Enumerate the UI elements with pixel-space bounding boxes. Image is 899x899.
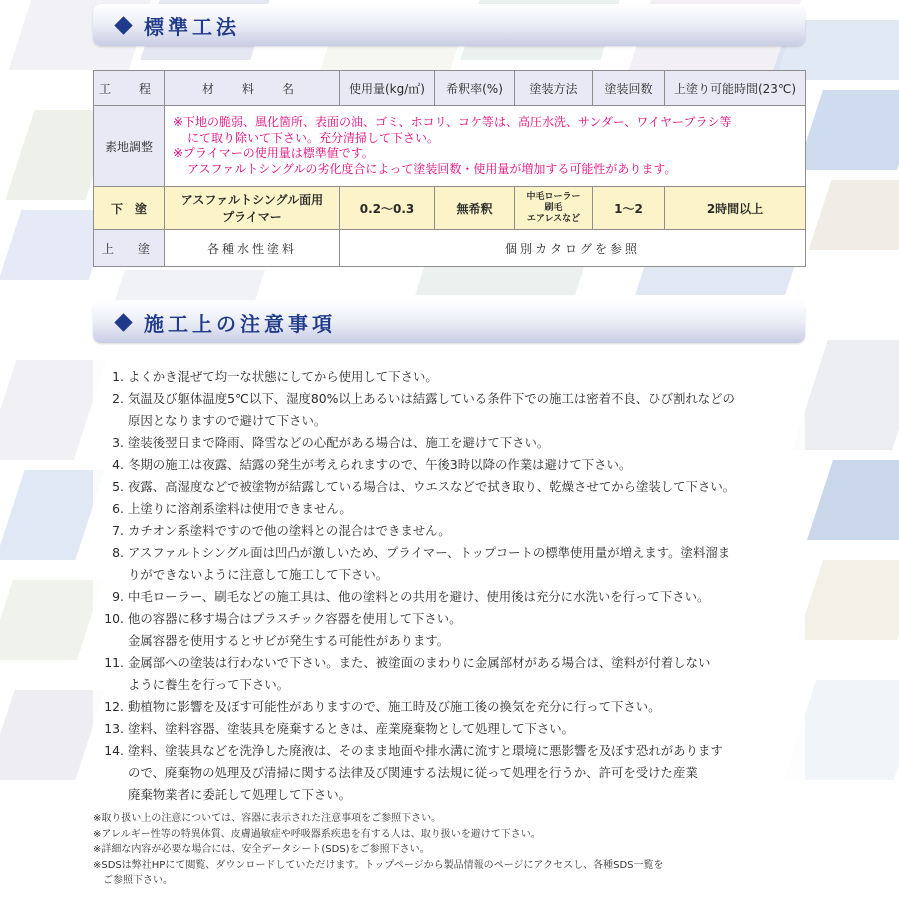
primer-recoat-time: 2時間以上 (665, 187, 806, 230)
list-item-number: 14. (104, 743, 124, 758)
section-header-standard-method (93, 4, 805, 46)
list-item-line: 中毛ローラー、刷毛などの施工具は、他の塗料との共用を避け、使用後は充分に水洗いを行って下さい。 (128, 589, 710, 604)
list-item-number: 12. (104, 699, 124, 714)
list-item-line: 塗料、塗装具などを洗浄した廃液は、そのまま地面や排水溝に流すと環境に悪影響を及ぼす恐れがあります (128, 743, 723, 758)
list-item-number: 4. (112, 457, 124, 472)
list-item-line: 他の容器に移す場合はプラスチック容器を使用して下さい。 (128, 611, 462, 626)
list-item-number: 10. (104, 611, 124, 626)
list-item-number: 6. (112, 501, 124, 516)
list-item-text (128, 432, 812, 454)
method-line: エアレスなど (526, 213, 581, 224)
list-item (96, 520, 812, 542)
list-item-text (128, 366, 812, 388)
list-item-line: カチオン系塗料ですので他の塗料との混合はできません。 (128, 523, 451, 538)
list-item-line: 塗料、塗料容器、塗装具を廃棄するときは、産業廃棄物として処理して下さい。 (128, 721, 575, 736)
diamond-bullet-icon (114, 313, 132, 331)
list-item-text (128, 718, 812, 740)
list-item-text (128, 454, 812, 476)
list-item-line: 夜露、高湿度などで被塗物が結露している場合は、ウエスなどで拭き取り、乾燥させてから塗装して下さい。 (128, 479, 736, 494)
list-item-text (128, 388, 812, 432)
list-item-text (128, 542, 812, 586)
header-count: 塗装回数 (593, 71, 665, 106)
list-item (96, 652, 812, 696)
footnote-line: ※詳細な内容が必要な場合には、安全データシート(SDS)をご参照下さい。 (93, 844, 430, 855)
list-item-line: 上塗りに溶剤系塗料は使用できません。 (128, 501, 352, 516)
list-item-text (128, 696, 812, 718)
list-item-text (128, 476, 812, 498)
list-item-number: 5. (112, 479, 124, 494)
material-line: プライマー (222, 210, 282, 224)
list-item-number: 9. (112, 589, 124, 604)
list-item-number: 7. (112, 523, 124, 538)
list-item (96, 476, 812, 498)
list-item (96, 432, 812, 454)
list-item-text (128, 740, 812, 806)
list-item (96, 498, 812, 520)
precautions-list (96, 366, 812, 806)
list-item-line: 金属部への塗装は行わないで下さい。また、被塗面のまわりに金属部材がある場合は、塗料が付着しない (128, 655, 711, 670)
row-label-topcoat: 上 塗 (94, 230, 165, 267)
list-item-text (128, 520, 812, 542)
primer-usage: 0.2～0.3 (340, 187, 435, 230)
list-item-line: 廃棄物業者に委託して処理して下さい。 (128, 787, 352, 802)
list-item-line: ように養生を行って下さい。 (128, 677, 290, 692)
list-item (96, 586, 812, 608)
footnote-line: ※取り扱い上の注意については、容器に表示された注意事項をご参照下さい。 (93, 813, 442, 824)
standard-method-table (93, 70, 806, 267)
list-item-line: よくかき混ぜて均一な状態にしてから使用して下さい。 (128, 369, 438, 384)
header-material: 材 料 名 (165, 71, 340, 106)
list-item-text (128, 586, 812, 608)
note-line: アスファルトシングルの劣化度合によって塗装回数・使用量が増加する可能性があります。 (187, 161, 677, 176)
footnotes (93, 811, 813, 889)
table-row-surface-prep (94, 106, 806, 187)
primer-dilution: 無希釈 (435, 187, 515, 230)
material-line: アスファルトシングル面用 (180, 193, 324, 207)
list-item-text (128, 498, 812, 520)
topcoat-material: 各種水性塗料 (165, 230, 340, 267)
list-item-number: 13. (104, 721, 124, 736)
diamond-bullet-icon (114, 16, 132, 34)
header-dilution: 希釈率(%) (435, 71, 515, 106)
surface-prep-note (165, 106, 806, 187)
list-item-line: 冬期の施工は夜露、結露の発生が考えられますので、午後3時以降の作業は避けて下さい。 (128, 457, 632, 472)
list-item (96, 366, 812, 388)
primer-material (165, 187, 340, 230)
list-item-line: 動植物に影響を及ぼす可能性がありますので、施工時及び施工後の換気を充分に行って下さい。 (128, 699, 661, 714)
primer-count: 1～2 (593, 187, 665, 230)
list-item-line: 塗装後翌日まで降雨、降雪などの心配がある場合は、施工を避けて下さい。 (128, 435, 550, 450)
row-label-primer: 下 塗 (94, 187, 165, 230)
list-item-number: 3. (112, 435, 124, 450)
list-item (96, 454, 812, 476)
list-item-line: 原因となりますので避けて下さい。 (128, 413, 327, 428)
list-item-line: ので、廃棄物の処理及び清掃に関する法律及び関連する法規に従って処理を行うか、許可を受けた産業 (128, 765, 698, 780)
list-item-number: 11. (104, 655, 124, 670)
note-line: ※プライマーの使用量は標準値です。 (173, 146, 374, 160)
list-item-text (128, 652, 812, 696)
method-line: 中毛ローラー (526, 191, 581, 202)
primer-method (515, 187, 593, 230)
list-item-line: 気温及び躯体温度5℃以下、湿度80%以上あるいは結露している条件下での施工は密着不良、ひび割れなどの (128, 391, 735, 406)
list-item (96, 542, 812, 586)
header-usage: 使用量(kg/㎡) (340, 71, 435, 106)
table-header-row (94, 71, 806, 106)
note-line: にて取り除いて下さい。充分清掃して下さい。 (187, 130, 440, 145)
footnote-line: ※SDSは弊社HPにて閲覧、ダウンロードしていただけます。トップページから製品情報のページにアクセスし、各種SDS一覧を (93, 859, 664, 871)
list-item-number: 8. (112, 545, 124, 560)
list-item-number: 1. (112, 369, 124, 384)
section-header-precautions (93, 301, 805, 343)
table-row-primer (94, 187, 806, 230)
footnote-line: ※アレルギー性等の特異体質、皮膚過敏症や呼吸器系疾患を有する人は、取り扱いを避けて下さい。 (93, 828, 541, 840)
list-item-number: 2. (112, 391, 124, 406)
list-item (96, 740, 812, 806)
header-process: 工 程 (94, 71, 165, 106)
list-item (96, 608, 812, 652)
list-item-line: 金属容器を使用するとサビが発生する可能性があります。 (128, 633, 450, 648)
list-item-line: りができないように注意して施工して下さい。 (128, 567, 389, 582)
list-item-line: アスファルトシングル面は凹凸が激しいため、プライマー、トップコートの標準使用量が増えます。塗料溜ま (128, 545, 731, 560)
table-row-topcoat (94, 230, 806, 267)
section-title: 施工上の注意事項 (144, 311, 336, 336)
header-method: 塗装方法 (515, 71, 593, 106)
footnote-line: ご参照下さい。 (103, 875, 173, 886)
section-title: 標準工法 (144, 14, 240, 39)
header-recoat-time: 上塗り可能時間(23℃) (665, 71, 806, 106)
topcoat-reference: 個別カタログを参照 (340, 230, 806, 267)
row-label-surface-prep: 素地調整 (94, 106, 165, 187)
method-line: 刷毛 (544, 202, 563, 213)
list-item (96, 388, 812, 432)
list-item (96, 696, 812, 718)
note-line: ※下地の脆弱、風化箇所、表面の油、ゴミ、ホコリ、コケ等は、高圧水洗、サンダー、ワイヤーブラシ等 (173, 115, 732, 129)
list-item-text (128, 608, 812, 652)
list-item (96, 718, 812, 740)
